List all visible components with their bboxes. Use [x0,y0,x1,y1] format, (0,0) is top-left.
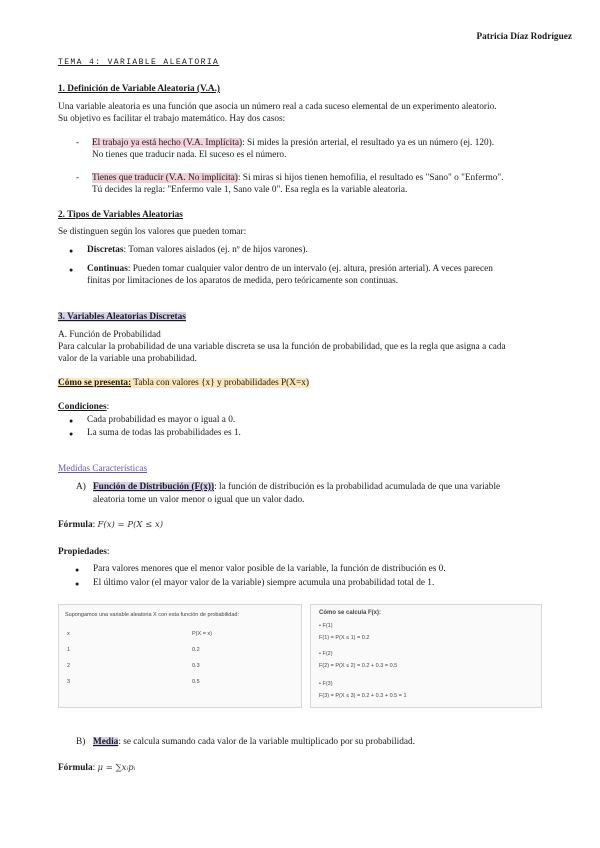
example-calc-box [310,604,542,708]
marker-a: A) [76,482,86,492]
como-text: Tabla con valores {x} y probabilidades P(X=x) [131,378,309,388]
type-continuous-text: : Pueden tomar cualquier valor dentro de un intervalo (ej. altura, presión arterial). A veces parecen [127,264,493,274]
type-continuous-line2: finitas por limitaciones de los aparatos de medida, pero teóricamente son continuas. [87,276,399,286]
s1-paragraph-line1: Una variable aleatoria es una función que asocia un número real a cada suceso elemental de un experimento aleatorio. [58,102,497,112]
distribution-function-text: : la función de distribución es la probabilidad acumulada de que una variable [214,482,501,492]
calc-line: F(2) = P(X ≤ 2) = 0.2 + 0.3 = 0.5 [319,663,398,669]
case-implicit-highlight: El trabajo ya está hecho (V.A. Implícita) [92,138,243,148]
s3-paragraph-line1: Para calcular la probabilidad de una variable discreta se usa la función de probabilidad, que es la regla que asigna a cada [58,342,506,352]
s3-paragraph-line2: valor de la variable una probabilidad. [58,354,197,364]
document-title: TEMA 4: VARIABLE ALEATORIA [58,58,220,67]
property-1: ● Para valores menores que el menor valor posible de la variable, la función de distribución es 0. [93,563,446,575]
section-3-heading [58,311,186,323]
s1-paragraph-line2: Su objetivo es facilitar el trabajo matemático. Hay dos casos: [58,114,286,124]
calc-title: Cómo se calcula F(x): [319,610,382,616]
case-non-implicit-text: : Si miras si hijos tienen hemofilia, el resultado es "Sano" o "Enfermo". [237,173,504,183]
table-header-x: x [67,631,70,637]
example-table-box [58,604,302,708]
calc-line: F(3) = P(X ≤ 3) = 0.2 + 0.3 + 0.5 = 1 [319,693,407,699]
condition-2: ● La suma de todas las probabilidades es 1. [87,427,241,439]
type-discrete-text: : Toman valores aislados (ej. nº de hijos varones). [123,245,308,255]
table-header-p: P(X = x) [192,631,213,637]
author-name: Patricia Díaz Rodríguez [476,32,572,42]
s2-intro: Se distinguen según los valores que pueden tomar: [58,227,247,237]
formula-2-math: μ = ∑xᵢpᵢ [97,763,136,773]
example-table-caption: Supongamos una variable aleatoria X con esta función de probabilidad: [65,612,239,618]
mean-label: Media [93,737,119,747]
formula-1-math: F(x) = P(X ≤ x) [97,520,164,530]
case-implicit [92,137,494,149]
table-row-x: 1 [67,647,71,653]
calc-line: • F(3) [319,681,333,687]
conditions-heading: Condiciones: [58,402,110,412]
condition-1: ● Cada probabilidad es mayor o igual a 0. [87,414,235,426]
calc-line: F(1) = P(X ≤ 1) = 0.2 [319,635,370,641]
distribution-function-line2: aleatoria tome un valor menor o igual que un valor dado. [93,495,305,505]
mean-item [93,736,415,748]
table-row-x: 3 [67,679,71,685]
properties-label: Propiedades [58,547,107,557]
formula-2: Fórmula: μ = ∑xᵢpᵢ [58,763,136,773]
case-implicit-line2: No tienes que traducir nada. El suceso es el número. [92,150,287,160]
table-row-p: 0.2 [192,647,200,653]
calc-line: • F(1) [319,623,333,629]
type-discrete-item [87,244,308,256]
como-label: Cómo se presenta: [58,378,132,388]
type-discrete-label: Discretas [87,245,124,255]
como-se-presenta [58,377,309,389]
distribution-function-label: Función de Distribución (F(x)) [93,482,215,492]
formula-1-label: Fórmula [58,520,93,530]
calc-line: • F(2) [319,651,333,657]
formula-2-label: Fórmula [58,763,93,773]
case-non-implicit-line2: Tú decides la regla: "Enfermo vale 1, Sano vale 0". Esa regla es la variable aleatoria. [92,185,408,195]
properties-heading: Propiedades: [58,547,110,557]
table-row-p: 0.5 [192,679,200,685]
type-continuous-item [87,263,493,275]
table-row-p: 0.3 [192,663,200,669]
section-3-heading-text: 3. Variables Aleatorias Discretas [58,312,186,322]
distribution-function-item [93,481,500,493]
section-1-heading: 1. Definición de Variable Aleatoria (V.A.) [58,84,221,94]
sub-a-heading: A. Función de Probabilidad [58,330,161,340]
mean-text: : se calcula sumando cada valor de la variable multiplicado por su probabilidad. [118,737,415,747]
medidas-heading: Medidas Características [58,464,148,474]
property-2: ● El último valor (el mayor valor de la variable) siempre acumula una probabilidad total de 1. [93,577,434,589]
case-non-implicit-highlight: Tienes que traducir (V.A. No implícita) [92,173,238,183]
marker-b: B) [76,737,86,747]
case-implicit-text: : Si mides la presión arterial, el resultado ya es un número (ej. 120). [242,138,495,148]
formula-1: Fórmula: F(x) = P(X ≤ x) [58,520,164,530]
conditions-label: Condiciones [58,402,107,412]
section-2-heading: 2. Tipos de Variables Aleatorias [58,210,183,220]
case-non-implicit [92,172,504,184]
table-row-x: 2 [67,663,71,669]
type-continuous-label: Continuas [87,264,128,274]
